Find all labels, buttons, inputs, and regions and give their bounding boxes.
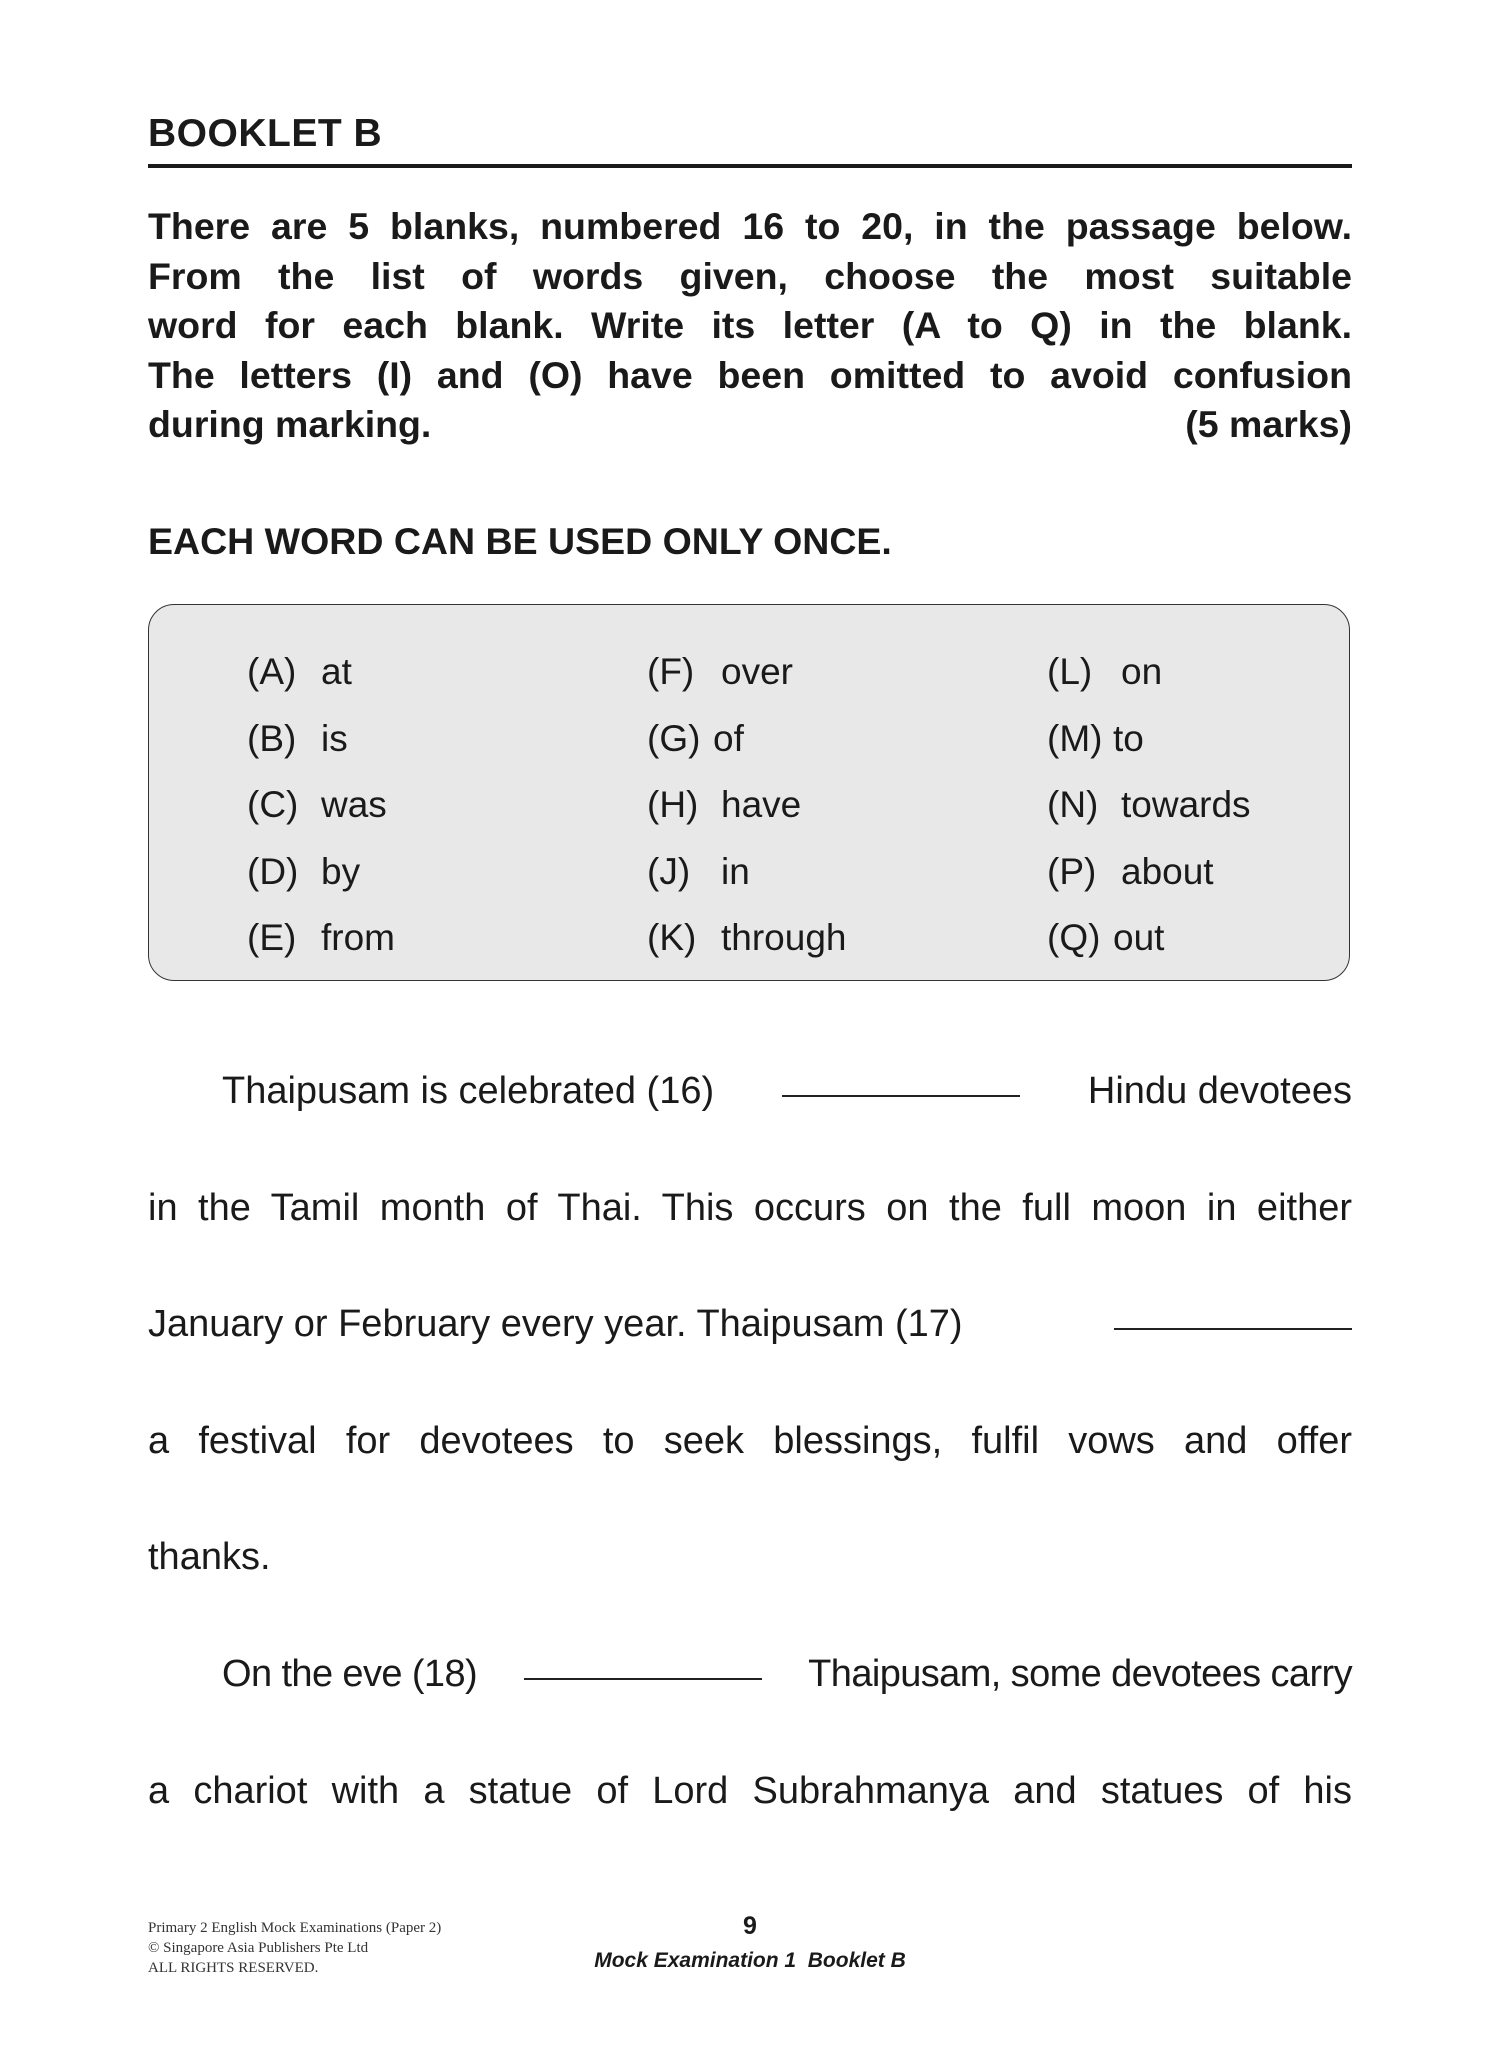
option-letter: (B) (247, 717, 297, 759)
option-word: have (721, 784, 802, 825)
option-word: towards (1121, 784, 1251, 825)
word-option (1047, 905, 1251, 972)
heading-divider (148, 164, 1352, 168)
word-option (247, 772, 395, 839)
marks-label: (5 marks) (1185, 403, 1352, 445)
word-option (1047, 639, 1251, 706)
publication-title: Primary 2 English Mock Examinations (Paper 2) (148, 1920, 442, 1936)
passage-line (148, 1416, 1352, 1466)
option-word: about (1121, 850, 1214, 892)
option-word: over (721, 651, 793, 692)
passage-text: Hindu devotees (1087, 1070, 1352, 1112)
passage-text: January or February every year. Thaipusam (17) (148, 1303, 963, 1345)
instruction-line: The letters (I) and (O) have been omitted to avoid confusion (148, 353, 1352, 396)
option-word: from (321, 917, 395, 958)
option-word: was (321, 784, 387, 825)
passage-line (148, 1183, 1352, 1233)
option-letter: (D) (247, 850, 299, 892)
option-word: is (321, 717, 348, 759)
option-word: on (1121, 651, 1163, 692)
option-word: at (321, 651, 352, 692)
word-bank-column (1047, 639, 1251, 972)
option-letter: (J) (647, 850, 691, 892)
word-option (647, 706, 847, 773)
blank-16[interactable] (782, 1095, 1020, 1097)
word-option (247, 639, 395, 706)
word-option (1047, 706, 1251, 773)
word-option (247, 706, 395, 773)
word-bank-column (647, 639, 847, 972)
instruction-line: during marking. (148, 403, 432, 445)
footer-section-title: Mock Examination 1 Booklet B (594, 1949, 906, 1972)
option-letter: (K) (647, 917, 697, 958)
page-number: 9 (743, 1912, 757, 1940)
option-word: out (1113, 917, 1165, 958)
passage-line (148, 1066, 1352, 1116)
passage-text: On the eve (18) (222, 1653, 478, 1695)
section-heading: BOOKLET B (148, 112, 383, 155)
option-letter: (Q) (1047, 917, 1101, 958)
option-letter: (P) (1047, 850, 1097, 892)
instructions (148, 202, 1352, 450)
passage-text: thanks. (148, 1536, 271, 1578)
option-letter: (H) (647, 784, 699, 825)
option-letter: (L) (1047, 651, 1093, 692)
passage-text: a chariot with a statue of Lord Subrahmanya and statues of his (148, 1770, 1352, 1812)
passage-text: a festival for devotees to seek blessings, fulfil vows and offer (148, 1420, 1352, 1462)
option-word: of (713, 717, 744, 759)
word-bank-column (247, 639, 395, 972)
blank-18[interactable] (524, 1678, 762, 1680)
word-option (247, 905, 395, 972)
instruction-line: From the list of words given, choose the most suitable (148, 254, 1352, 297)
passage-line (148, 1532, 1352, 1582)
option-word: by (321, 850, 361, 892)
passage-text: Thaipusam is celebrated (16) (222, 1070, 715, 1112)
word-bank (148, 604, 1350, 981)
passage-line (148, 1299, 1352, 1349)
word-option (647, 639, 847, 706)
word-option (647, 905, 847, 972)
option-letter: (N) (1047, 784, 1099, 825)
usage-notice: EACH WORD CAN BE USED ONLY ONCE. (148, 520, 892, 562)
option-letter: (A) (247, 651, 297, 692)
passage-text: in the Tamil month of Thai. This occurs on the full moon in either (148, 1187, 1352, 1229)
option-letter: (G) (647, 717, 701, 759)
option-letter: (M) (1047, 717, 1103, 759)
option-word: to (1113, 717, 1144, 759)
option-letter: (F) (647, 651, 695, 692)
word-option (247, 839, 395, 906)
blank-17[interactable] (1114, 1328, 1352, 1330)
copyright-notice: © Singapore Asia Publishers Pte Ltd (148, 1940, 369, 1956)
footer-publisher (148, 1918, 441, 1978)
option-word: in (721, 850, 750, 892)
option-word: through (721, 917, 847, 958)
word-option (1047, 839, 1251, 906)
word-option (647, 839, 847, 906)
option-letter: (C) (247, 784, 299, 825)
passage-line (148, 1766, 1352, 1816)
option-letter: (E) (247, 917, 297, 958)
instruction-line: There are 5 blanks, numbered 16 to 20, in the passage below. (148, 205, 1352, 247)
word-option (1047, 772, 1251, 839)
passage-text: Thaipusam, some devotees carry (808, 1653, 1352, 1695)
instruction-line: word for each blank. Write its letter (A to Q) in the blank. (148, 304, 1352, 346)
rights-notice: ALL RIGHTS RESERVED. (148, 1960, 319, 1976)
word-option (647, 772, 847, 839)
passage-line (148, 1649, 1352, 1699)
